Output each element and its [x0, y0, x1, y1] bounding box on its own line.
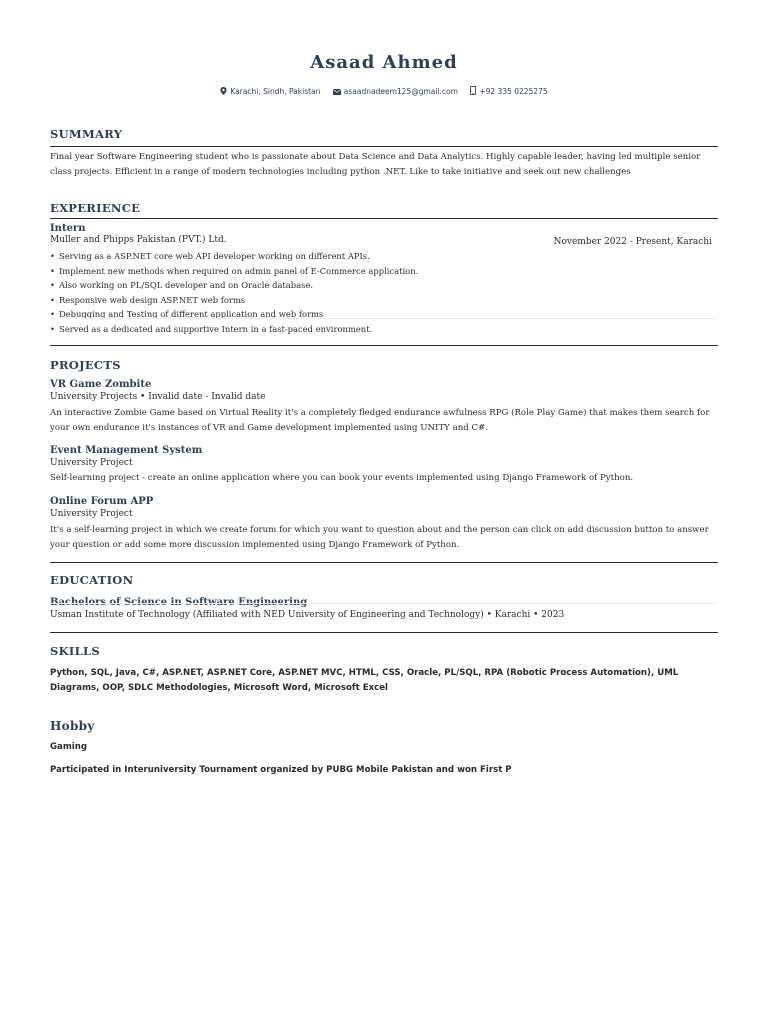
- list-item: • Also working on PL/SQL developer and on Oracle database.: [50, 278, 718, 293]
- project-title: Online Forum APP: [50, 496, 154, 507]
- project-description: It's a self-learning project in which we create forum for which you want to question about and the person can click on add discussion button to answer your question or add some more discussion implemented using Django Framework of Python.: [50, 525, 709, 550]
- project-title: Event Management System: [50, 445, 203, 456]
- experience-bullets: [50, 249, 718, 336]
- project-meta: University Project: [50, 509, 133, 519]
- summary-text: Final year Software Engineering student who is passionate about Data Science and Data Analytics. Highly capable leader, having led multiple senior class projects. Efficient in a range of modern technologies including python .NET. Like to take initiative and seek out new challenges: [50, 152, 701, 177]
- education-institution: Usman Institute of Technology (Affiliated with NED University of Engineering and Technology) • Karachi • 2023: [50, 610, 565, 620]
- list-item: • Implement new methods when required on admin panel of E-Commerce application.: [50, 264, 718, 279]
- location-text: Karachi, Sindh, Pakistan: [230, 87, 321, 96]
- experience-inner-divider: [50, 318, 718, 319]
- hobby-item: Gaming: [50, 742, 88, 752]
- project-title: VR Game Zombite: [50, 379, 152, 390]
- phone-contact[interactable]: [470, 86, 547, 96]
- skills-heading: SKILLS: [50, 644, 100, 658]
- experience-divider: [50, 218, 718, 219]
- summary-heading: SUMMARY: [50, 127, 123, 141]
- candidate-name: Asaad Ahmed: [310, 52, 458, 73]
- projects-heading: PROJECTS: [50, 358, 121, 372]
- hobby-heading: Hobby: [50, 719, 95, 733]
- phone-icon: [470, 86, 476, 95]
- project-description: An interactive Zombie Game based on Virtual Reality it's a completely fledged endurance awfulness RPG (Role Play Game) that makes them search for your own endurance it's instances of VR and Game development implemented using UNITY and C#.: [50, 408, 710, 433]
- list-item: • Responsive web design ASP.NET web forms: [50, 293, 718, 308]
- email-text[interactable]: asaadnadeem125@gmail.com: [343, 87, 458, 96]
- projects-end-divider: [50, 562, 718, 563]
- hobby-achievement: Participated in Interuniversity Tournament organized by PUBG Mobile Pakistan and won First P: [50, 765, 512, 775]
- list-item: • Served as a dedicated and supportive Intern in a fast-paced environment.: [50, 322, 718, 337]
- summary-divider: [50, 146, 718, 147]
- experience-company: Muller and Phipps Pakistan (PVT.) Ltd.: [50, 235, 227, 245]
- experience-role: Intern: [50, 223, 86, 234]
- list-item: • Debugging and Testing of different application and web forms: [50, 307, 718, 322]
- education-inner-divider: [50, 603, 718, 604]
- experience-end-divider: [50, 345, 718, 346]
- education-heading: EDUCATION: [50, 573, 134, 587]
- contact-info: [0, 86, 768, 96]
- project-meta: University Project: [50, 458, 133, 468]
- education-end-divider: [50, 632, 718, 633]
- location-contact: [220, 87, 320, 96]
- education-degree: Bachelors of Science in Software Engineering: [50, 597, 308, 608]
- project-meta: University Projects • Invalid date - Invalid date: [50, 392, 266, 402]
- experience-heading: EXPERIENCE: [50, 201, 141, 215]
- skills-text: Python, SQL, Java, C#, ASP.NET, ASP.NET Core, ASP.NET MVC, HTML, CSS, Oracle, PL/SQL, RPA (Robotic Process Automation), UML Diagrams, OOP, SDLC Methodologies, Microsoft Word, Microsoft Excel: [50, 668, 679, 693]
- phone-text[interactable]: +92 335 0225275: [479, 87, 548, 96]
- email-icon: [333, 89, 341, 95]
- list-item: • Serving as a ASP.NET core web API developer working on different APIs.: [50, 249, 718, 264]
- email-contact[interactable]: [333, 87, 458, 96]
- project-description: Self-learning project - create an online application where you can book your events implemented using Django Framework of Python.: [50, 473, 634, 483]
- location-pin-icon: [220, 87, 227, 95]
- experience-dates: November 2022 - Present, Karachi: [553, 237, 712, 247]
